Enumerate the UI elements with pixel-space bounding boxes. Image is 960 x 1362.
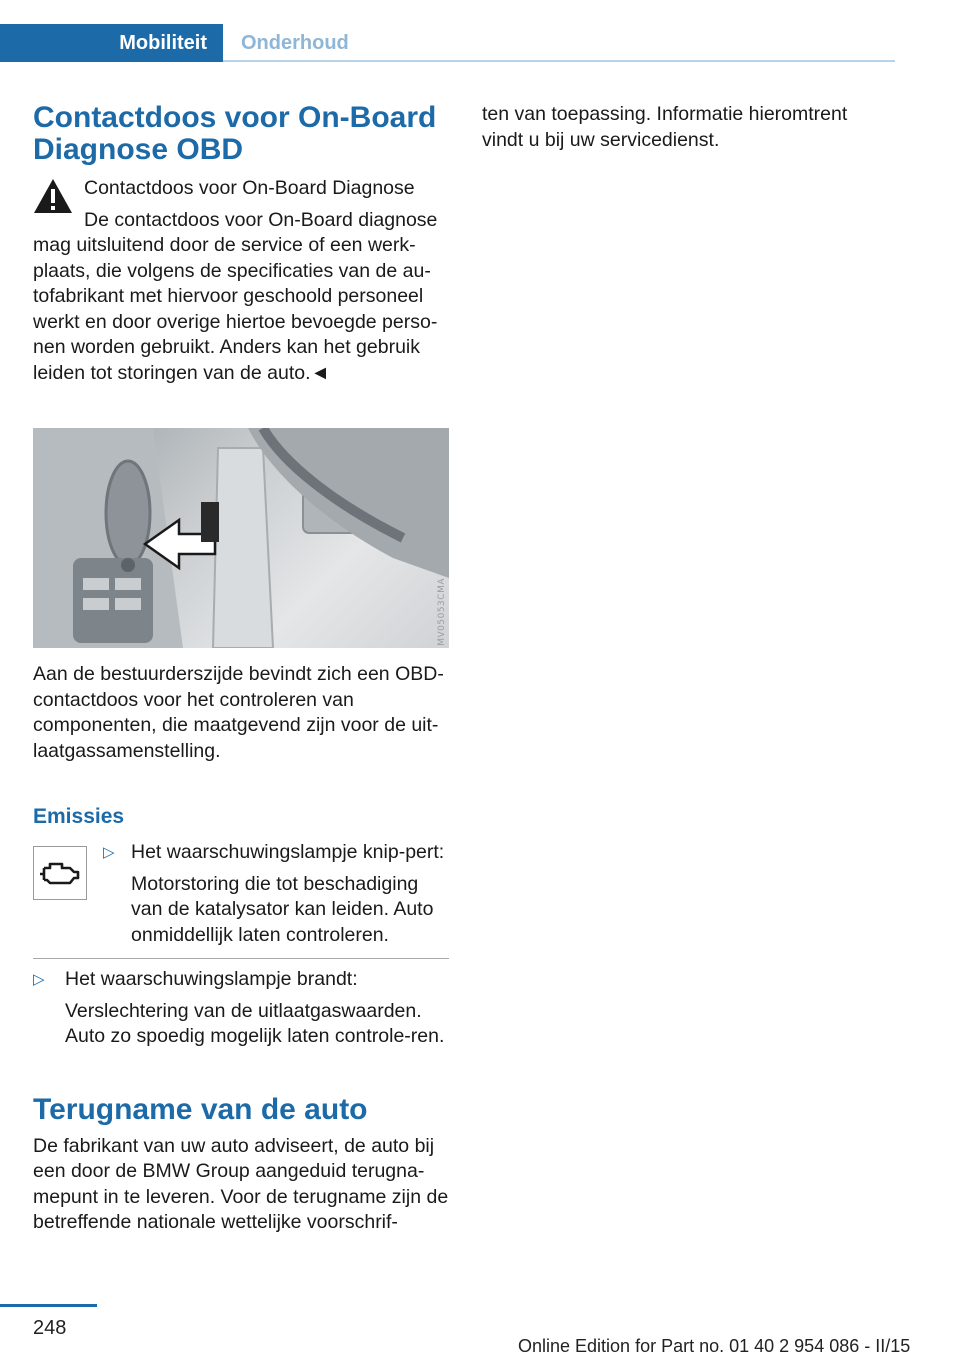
emission-item-text: Motorstoring die tot beschadiging van de katalysator kan leiden. Auto onmiddellijk laten controleren. (131, 872, 434, 946)
return-paragraph: De fabrikant van uw auto adviseert, de auto bij een door de BMW Group aangeduid terugna-mepunt in te leveren. Voor de terugname zijn de betreffende nationale wettelijke voorschrif- (33, 1134, 449, 1233)
warning-text: De contactdoos voor On-Board diagnose mag uitsluitend door de service of een werk-plaats, die volgens de specificaties van de au-tofabrikant met hiervoor geschoold personeel werkt en door overige hiertoe bevoegde perso-nen worden gebruikt. Anders kan het gebruik leiden tot storingen van de auto.◄ (33, 208, 438, 384)
divider (33, 958, 449, 959)
footer-rule (0, 1304, 97, 1307)
check-engine-icon (33, 846, 87, 900)
car-interior-illustration (33, 428, 449, 648)
section-title-obd: Contactdoos voor On-Board Diagnose OBD (33, 101, 437, 166)
tab-mobiliteit[interactable]: Mobiliteit (0, 24, 223, 62)
warning-triangle-icon (33, 178, 73, 214)
left-column (33, 102, 449, 1236)
bullet-triangle-icon: ▷ (33, 971, 45, 988)
tab-onderhoud[interactable]: Onderhoud (241, 31, 349, 54)
emissions-heading: Emissies (33, 805, 125, 828)
obd-paragraph: Aan de bestuurderszijde bevindt zich een OBD-contactdoos voor het controleren van componenten, die maatgevend zijn voor de uit-laatgassamenstelling. (33, 663, 444, 762)
page-number: 248 (33, 1317, 67, 1339)
return-paragraph-continued: ten van toepassing. Informatie hieromtrent vindt u bij uw servicedienst. (482, 103, 848, 151)
emission-item-burning (33, 967, 449, 1050)
emission-item-blinking (33, 840, 449, 948)
section-title-return: Terugname van de auto (33, 1092, 368, 1126)
warning-block (33, 176, 449, 386)
edition-note: Online Edition for Part no. 01 40 2 954 086 - II/15 (518, 1336, 911, 1356)
obd-location-photo (33, 428, 449, 648)
tab-divider (223, 60, 895, 62)
bullet-triangle-icon: ▷ (103, 844, 115, 861)
image-code: MV05053CMA (437, 578, 447, 646)
warning-title: Contactdoos voor On-Board Diagnose (84, 177, 415, 199)
right-column (482, 102, 882, 153)
emission-item-title: Het waarschuwingslampje knip-pert: (131, 841, 445, 863)
emission-item-text: Verslechtering van de uitlaatgaswaarden. Auto zo spoedig mogelijk laten controle-ren. (65, 999, 445, 1047)
emission-item-title: Het waarschuwingslampje brandt: (65, 968, 358, 990)
tab-bar (0, 0, 895, 62)
